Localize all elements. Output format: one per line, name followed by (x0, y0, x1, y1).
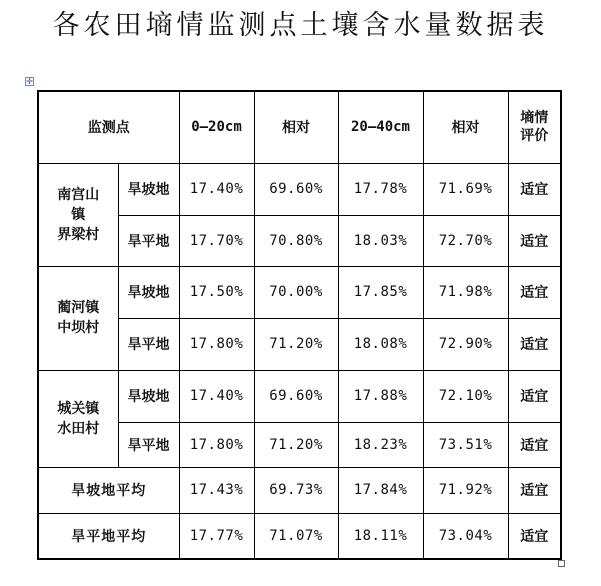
average-row (38, 467, 561, 513)
moisture-0-20-cell: 17.70% (179, 215, 254, 266)
average-label-cell: 旱坡地平均 (38, 467, 179, 513)
table-row (38, 163, 561, 215)
land-type-cell: 旱平地 (118, 422, 179, 467)
header-relative-2: 相对 (423, 91, 508, 163)
header-row (38, 91, 561, 163)
evaluation-cell: 适宜 (508, 215, 561, 266)
evaluation-cell: 适宜 (508, 513, 561, 559)
moisture-20-40-cell: 17.84% (338, 467, 423, 513)
relative-0-20-cell: 71.20% (254, 422, 338, 467)
table-row (38, 370, 561, 422)
site-name-cell (38, 266, 118, 370)
evaluation-cell: 适宜 (508, 318, 561, 370)
average-row (38, 513, 561, 559)
header-depth-20-40: 20—40cm (338, 91, 423, 163)
site-name-line: 蔺河镇 (57, 300, 100, 316)
header-evaluation (508, 91, 561, 163)
site-name-line: 水田村 (57, 420, 100, 437)
moisture-0-20-cell: 17.80% (179, 422, 254, 467)
relative-0-20-cell: 69.73% (254, 467, 338, 513)
evaluation-cell: 适宜 (508, 467, 561, 513)
relative-20-40-cell: 73.51% (423, 422, 508, 467)
relative-20-40-cell: 71.98% (423, 266, 508, 318)
header-evaluation-line2: 评价 (520, 128, 549, 145)
land-type-cell: 旱坡地 (118, 370, 179, 422)
evaluation-cell: 适宜 (508, 163, 561, 215)
header-site: 监测点 (38, 91, 179, 163)
evaluation-cell: 适宜 (508, 370, 561, 422)
relative-0-20-cell: 69.60% (254, 163, 338, 215)
moisture-0-20-cell: 17.43% (179, 467, 254, 513)
header-relative-1: 相对 (254, 91, 338, 163)
relative-20-40-cell: 72.70% (423, 215, 508, 266)
moisture-20-40-cell: 18.08% (338, 318, 423, 370)
moisture-0-20-cell: 17.40% (179, 163, 254, 215)
moisture-20-40-cell: 17.85% (338, 266, 423, 318)
soil-moisture-table (37, 90, 562, 560)
moisture-20-40-cell: 18.23% (338, 422, 423, 467)
moisture-20-40-cell: 17.88% (338, 370, 423, 422)
site-name-line: 镇 (71, 206, 86, 223)
table-row (38, 266, 561, 318)
document-title: 各农田墒情监测点土壤含水量数据表 (52, 10, 549, 41)
moisture-20-40-cell: 18.03% (338, 215, 423, 266)
site-name-line: 界梁村 (57, 226, 100, 243)
relative-0-20-cell: 70.80% (254, 215, 338, 266)
moisture-0-20-cell: 17.77% (179, 513, 254, 559)
table-resize-handle-icon[interactable] (558, 560, 565, 567)
table-move-handle-icon[interactable]: ✛ (26, 77, 33, 86)
site-name-line: 中坝村 (57, 320, 100, 336)
relative-20-40-cell: 71.92% (423, 467, 508, 513)
moisture-0-20-cell: 17.80% (179, 318, 254, 370)
site-name-cell (38, 370, 118, 467)
land-type-cell: 旱平地 (118, 318, 179, 370)
evaluation-cell: 适宜 (508, 266, 561, 318)
site-name-cell (38, 163, 118, 266)
relative-20-40-cell: 72.90% (423, 318, 508, 370)
relative-0-20-cell: 71.20% (254, 318, 338, 370)
moisture-0-20-cell: 17.40% (179, 370, 254, 422)
land-type-cell: 旱坡地 (118, 163, 179, 215)
relative-20-40-cell: 73.04% (423, 513, 508, 559)
moisture-20-40-cell: 18.11% (338, 513, 423, 559)
relative-0-20-cell: 71.07% (254, 513, 338, 559)
site-name-line: 城关镇 (57, 400, 100, 417)
relative-20-40-cell: 71.69% (423, 163, 508, 215)
header-depth-0-20: 0—20cm (179, 91, 254, 163)
relative-0-20-cell: 69.60% (254, 370, 338, 422)
average-label-cell: 旱平地平均 (38, 513, 179, 559)
relative-0-20-cell: 70.00% (254, 266, 338, 318)
evaluation-cell: 适宜 (508, 422, 561, 467)
land-type-cell: 旱平地 (118, 215, 179, 266)
land-type-cell: 旱坡地 (118, 266, 179, 318)
relative-20-40-cell: 72.10% (423, 370, 508, 422)
moisture-0-20-cell: 17.50% (179, 266, 254, 318)
moisture-20-40-cell: 17.78% (338, 163, 423, 215)
site-name-line: 南宫山 (57, 186, 100, 203)
header-evaluation-line1: 墒情 (520, 110, 549, 127)
